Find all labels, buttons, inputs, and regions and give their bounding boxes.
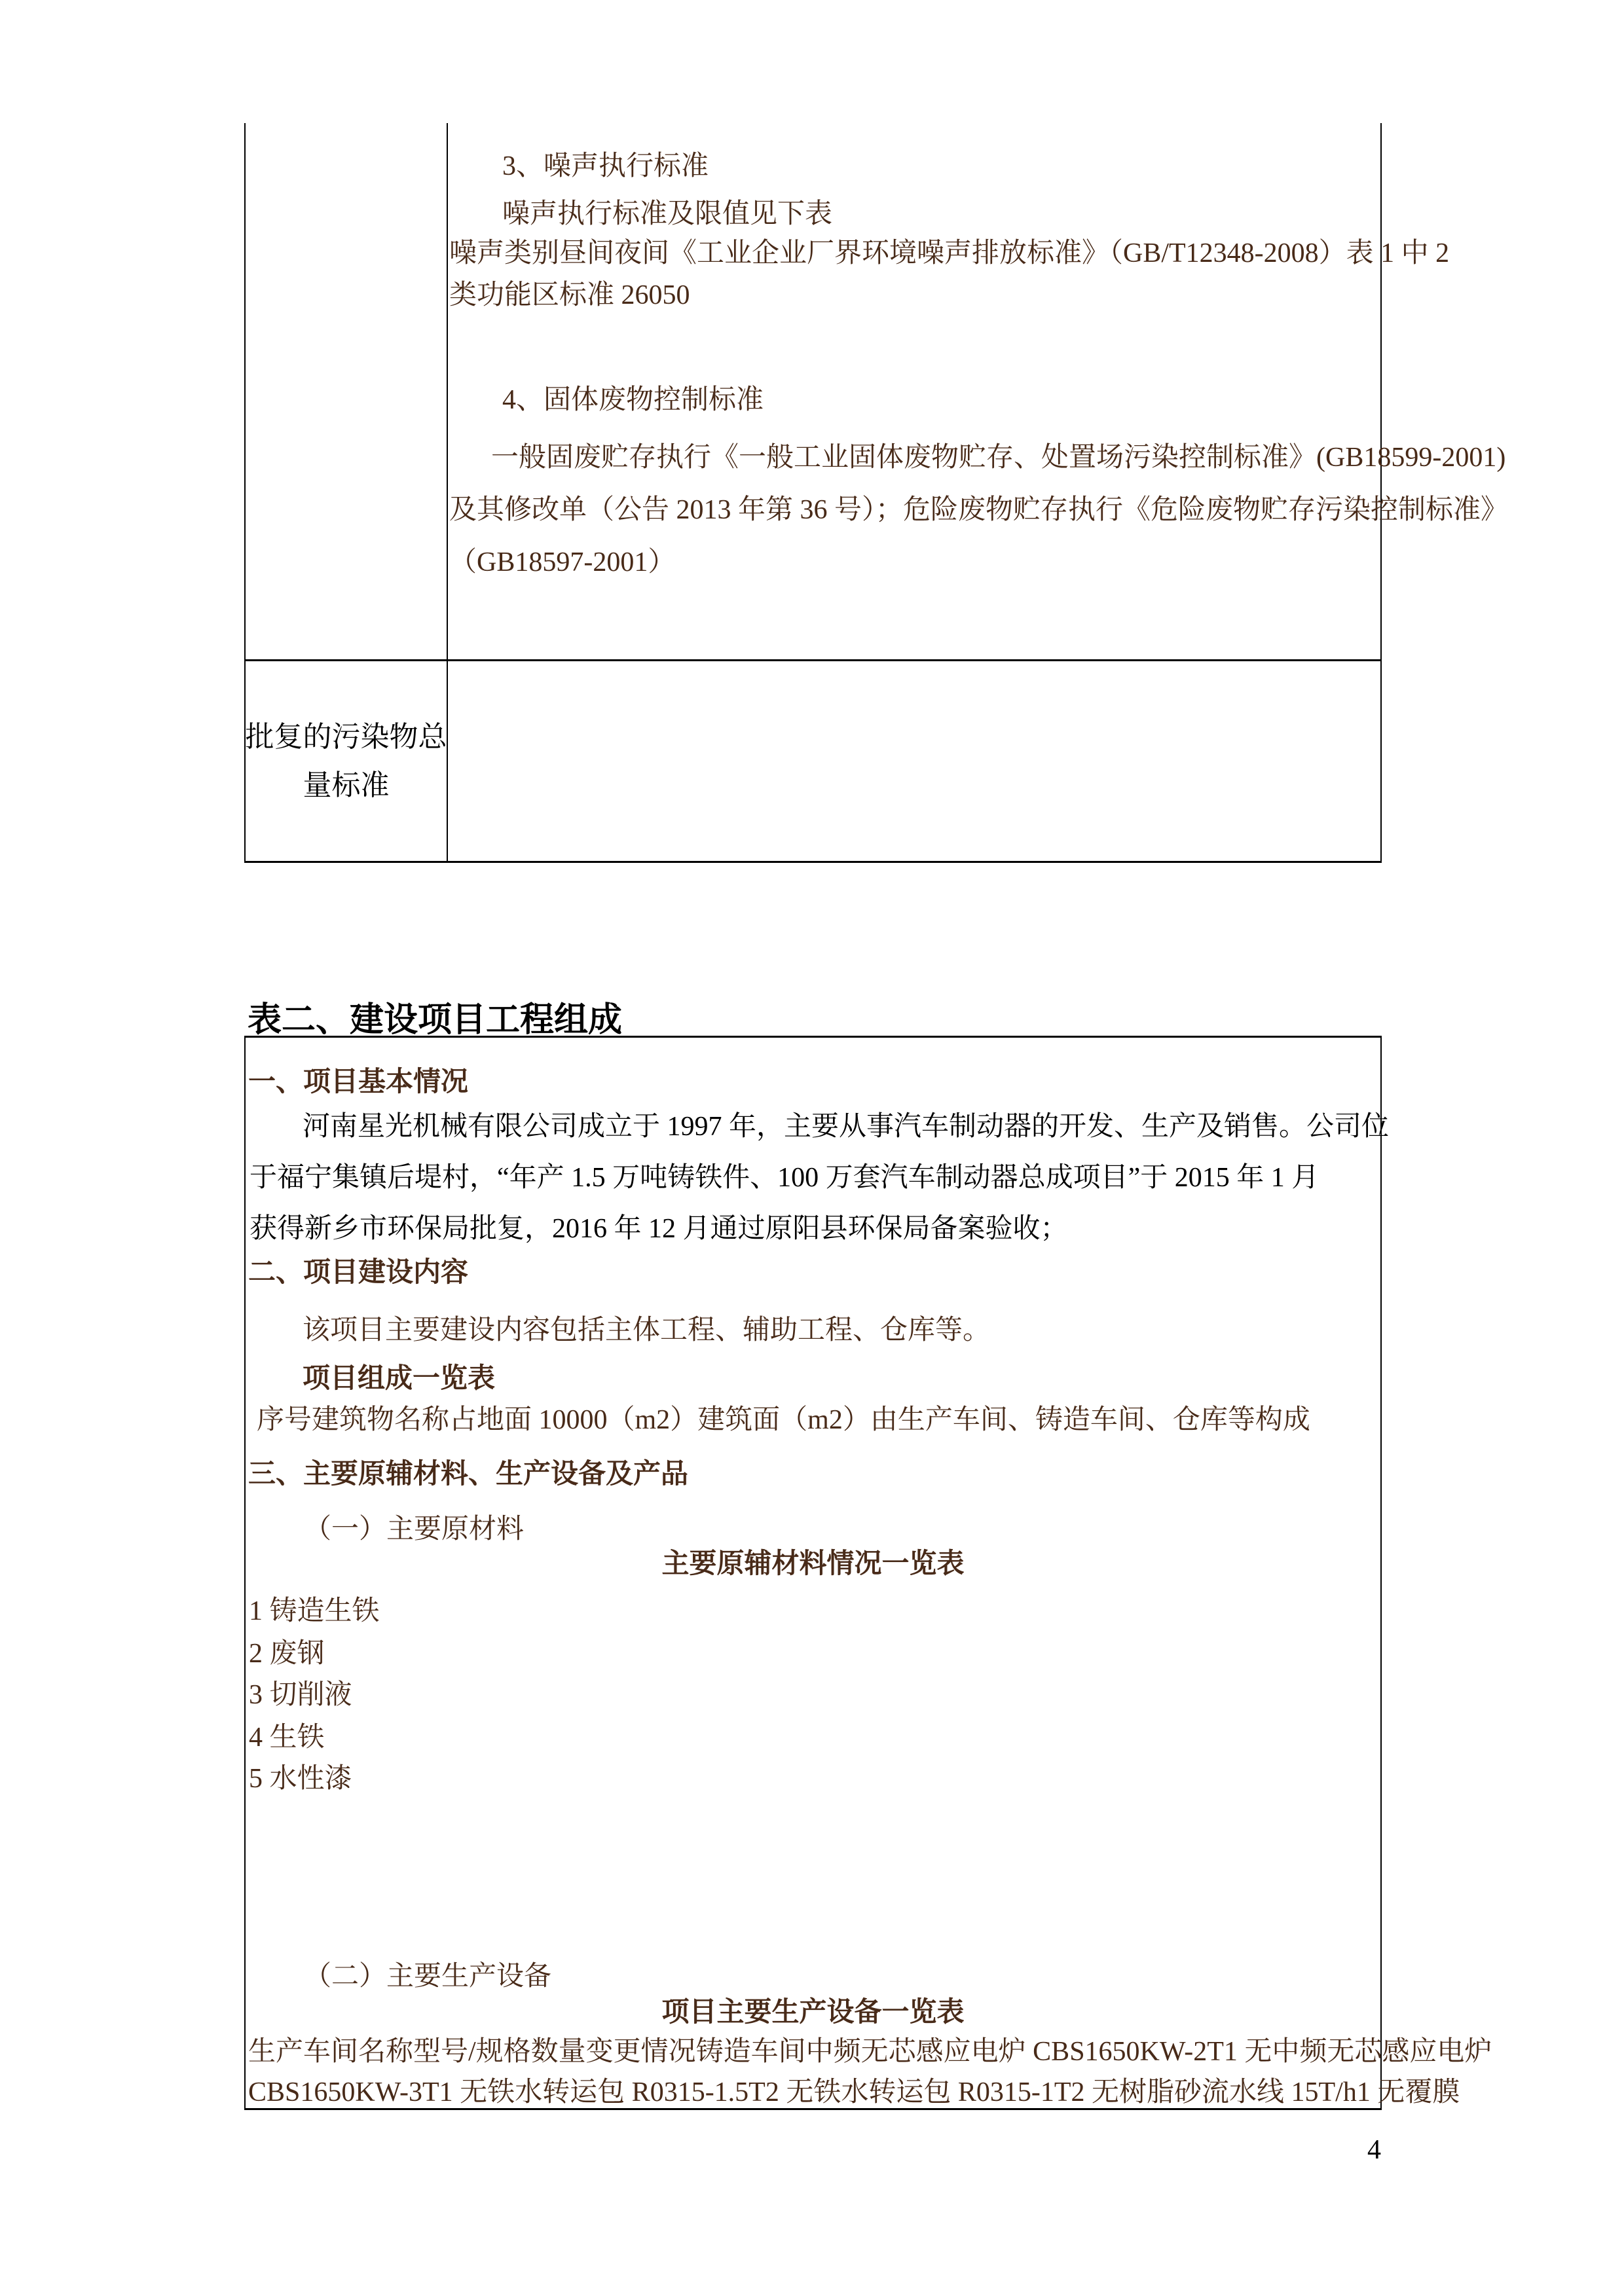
para1-line3: 获得新乡市环保局批复，2016 年 12 月通过原阳县环保局备案验收； xyxy=(249,1214,1068,1244)
noise-standard-line2: 类功能区标准 26050 xyxy=(449,280,690,310)
solid-waste-heading: 4、固体废物控制标准 xyxy=(502,385,764,415)
para1-line2: 于福宁集镇后堤村，“年产 1.5 万吨铸铁件、100 万套汽车制动器总成项目”于 2015 年 1 月 xyxy=(249,1163,1320,1193)
para1-line1: 河南星光机械有限公司成立于 1997 年，主要从事汽车制动器的开发、生产及销售。公司位 xyxy=(303,1112,1390,1142)
materials-table-title: 主要原辅材料情况一览表 xyxy=(661,1549,965,1579)
noise-standard-heading: 3、噪声执行标准 xyxy=(502,151,709,181)
solid-waste-line1: 一般固废贮存执行《一般工业固体废物贮存、处置场污染控制标准》(GB18599-2001) xyxy=(491,443,1506,473)
project-table xyxy=(244,1036,1492,2110)
sub1-heading: （一）主要原材料 xyxy=(304,1514,525,1544)
page-number: 4 xyxy=(1367,2135,1381,2165)
equipment-line2: CBS1650KW-3T1 无铁水转运包 R0315-1.5T2 无铁水转运包 R0315-1T2 无树脂砂流水线 15T/h1 无覆膜 xyxy=(248,2077,1460,2107)
section3-heading: 三、主要原辅材料、生产设备及产品 xyxy=(248,1459,689,1489)
total-amount-label-cell xyxy=(246,661,447,861)
material-item: 5 水性漆 xyxy=(249,1764,352,1794)
material-item: 1 铸造生铁 xyxy=(249,1596,380,1626)
standards-table xyxy=(244,123,1509,863)
material-item: 2 废钢 xyxy=(249,1639,325,1669)
total-amount-label-line1: 批复的污染物总 xyxy=(245,720,447,753)
composition-table-row: 序号建筑物名称占地面 10000（m2）建筑面（m2）由生产车间、铸造车间、仓库等构成 xyxy=(257,1405,1310,1435)
section1-heading: 一、项目基本情况 xyxy=(248,1067,469,1097)
material-item: 3 切削液 xyxy=(249,1680,352,1710)
equipment-table-title: 项目主要生产设备一览表 xyxy=(661,1997,965,2028)
table2-heading: 表二、建设项目工程组成 xyxy=(248,1001,623,1039)
equipment-line1: 生产车间名称型号/规格数量变更情况铸造车间中频无芯感应电炉 CBS1650KW-2T1 无中频无芯感应电炉 xyxy=(248,2037,1492,2067)
composition-table-title: 项目组成一览表 xyxy=(303,1364,496,1394)
solid-waste-line2: 及其修改单（公告 2013 年第 36 号）；危险废物贮存执行《危险废物贮存污染控制标准》 xyxy=(449,495,1509,525)
noise-standard-subheading: 噪声执行标准及限值见下表 xyxy=(502,199,833,229)
material-item: 4 生铁 xyxy=(249,1722,325,1753)
solid-waste-line3: （GB18597-2001） xyxy=(449,547,676,577)
sub2-heading: （二）主要生产设备 xyxy=(304,1961,552,1992)
section2-heading: 二、项目建设内容 xyxy=(248,1258,469,1288)
para2: 该项目主要建设内容包括主体工程、辅助工程、仓库等。 xyxy=(303,1315,991,1345)
total-amount-label-line2: 量标准 xyxy=(303,769,390,801)
noise-standard-line1: 噪声类别昼间夜间《工业企业厂界环境噪声排放标准》（GB/T12348-2008）表 1 中 2 xyxy=(449,238,1450,268)
